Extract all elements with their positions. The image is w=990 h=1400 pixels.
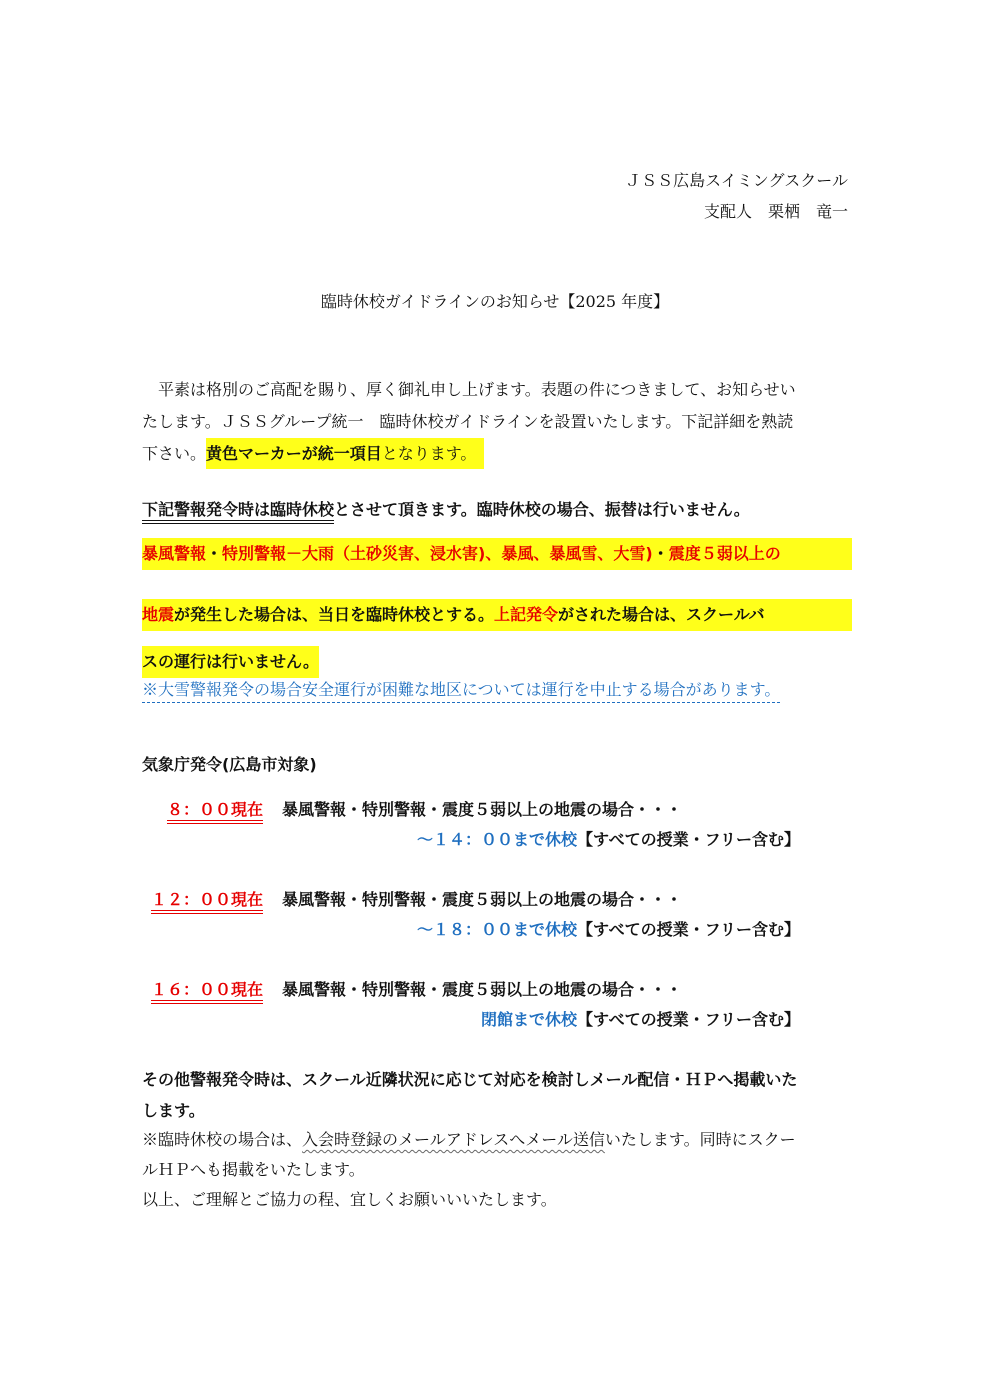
closure-until-closing: 閉館まで休校 <box>480 1010 577 1029</box>
email-note-underlined: 入会時登録のメールアドレスへメール送信 <box>302 1130 605 1149</box>
entry-closure-1200 <box>417 917 800 940</box>
policy-heading-underlined: 下記警報発令時は臨時休校 <box>142 500 335 519</box>
email-note-line-2: ルＨＰへも掲載をいたします。 <box>142 1160 365 1179</box>
organization-name: ＪＳＳ広島スイミングスクール <box>625 171 848 190</box>
highlight-bold-text: 黄色マーカーが統一項目 <box>206 444 382 463</box>
highlight-rest-text: となります。 <box>381 444 477 463</box>
entry-closure-1600 <box>481 1007 800 1030</box>
warning-earthquake: 震度５弱以上の <box>668 544 781 563</box>
time-1200: １２：００現在 <box>150 890 263 909</box>
time-1600: １６：００現在 <box>150 980 263 999</box>
other-warnings-line-1: その他警報発令時は、スクール近隣状況に応じて対応を検討しメール配信・ＨＰへ掲載いた <box>142 1070 798 1089</box>
policy-line-3: スの運行は行いません。 <box>142 646 319 678</box>
snow-warning-note <box>142 677 780 700</box>
policy-line-1 <box>142 538 852 570</box>
above-issuance-text: 上記発令 <box>494 605 559 624</box>
snow-warning-note-text: ※大雪警報発令の場合安全運行が困難な地区については運行を中止する場合があります。 <box>142 680 780 703</box>
separator-dot: ・ <box>206 544 223 563</box>
entry-condition-1200: 暴風警報・特別警報・震度５弱以上の地震の場合・・・ <box>282 890 683 909</box>
closure-scope: 【すべての授業・フリー含む】 <box>576 830 800 849</box>
separator-dot: ・ <box>652 544 669 563</box>
intro-line-3-prefix: 下さい。 <box>142 444 207 463</box>
time-0800: ８：００現在 <box>166 800 263 819</box>
highlight-unified-items <box>206 438 484 469</box>
email-note-prefix: ※臨時休校の場合は、 <box>142 1130 303 1149</box>
document-title: 臨時休校ガイドラインのお知らせ【2025 年度】 <box>320 292 670 311</box>
policy-closure-text: が発生した場合は、当日を臨時休校とする。 <box>174 605 495 624</box>
jma-heading: 気象庁発令(広島市対象) <box>142 755 317 774</box>
manager-name: 支配人 栗栖 竜一 <box>703 202 848 221</box>
closure-scope: 【すべての授業・フリー含む】 <box>576 1010 800 1029</box>
policy-heading <box>142 497 750 520</box>
policy-heading-rest: とさせて頂きます。臨時休校の場合、振替は行いません。 <box>334 500 750 519</box>
closure-scope: 【すべての授業・フリー含む】 <box>576 920 800 939</box>
other-warnings-line-2: します。 <box>142 1101 205 1120</box>
closure-until-1800: ～１８：００まで休校 <box>416 920 577 939</box>
closing-remark: 以上、ご理解とご協力の程、宜しくお願いいいたします。 <box>142 1190 557 1209</box>
intro-paragraph <box>142 374 852 470</box>
warning-earthquake-cont: 地震 <box>142 605 175 624</box>
entry-condition-0800: 暴風警報・特別警報・震度５弱以上の地震の場合・・・ <box>282 800 683 819</box>
email-note-line-1 <box>142 1127 796 1150</box>
intro-line-3 <box>142 438 852 470</box>
closure-until-1400: ～１４：００まで休校 <box>416 830 577 849</box>
intro-line-1: 平素は格別のご高配を賜り、厚く御礼申し上げます。表題の件につきまして、お知らせい <box>158 380 796 399</box>
entry-condition-1600: 暴風警報・特別警報・震度５弱以上の地震の場合・・・ <box>282 980 683 999</box>
warning-special: 特別警報－大雨（土砂災害、浸水害)、暴風、暴風雪、大雪) <box>222 544 653 563</box>
entry-closure-0800 <box>417 827 800 850</box>
warning-storm: 暴風警報 <box>142 544 207 563</box>
intro-line-2: たします。ＪＳＳグループ統一 臨時休校ガイドラインを設置いたします。下記詳細を熟読 <box>142 412 794 431</box>
policy-bus-text: がされた場合は、スクールバ <box>558 605 765 624</box>
policy-line-2 <box>142 599 852 631</box>
email-note-rest: いたします。同時にスクー <box>604 1130 796 1149</box>
